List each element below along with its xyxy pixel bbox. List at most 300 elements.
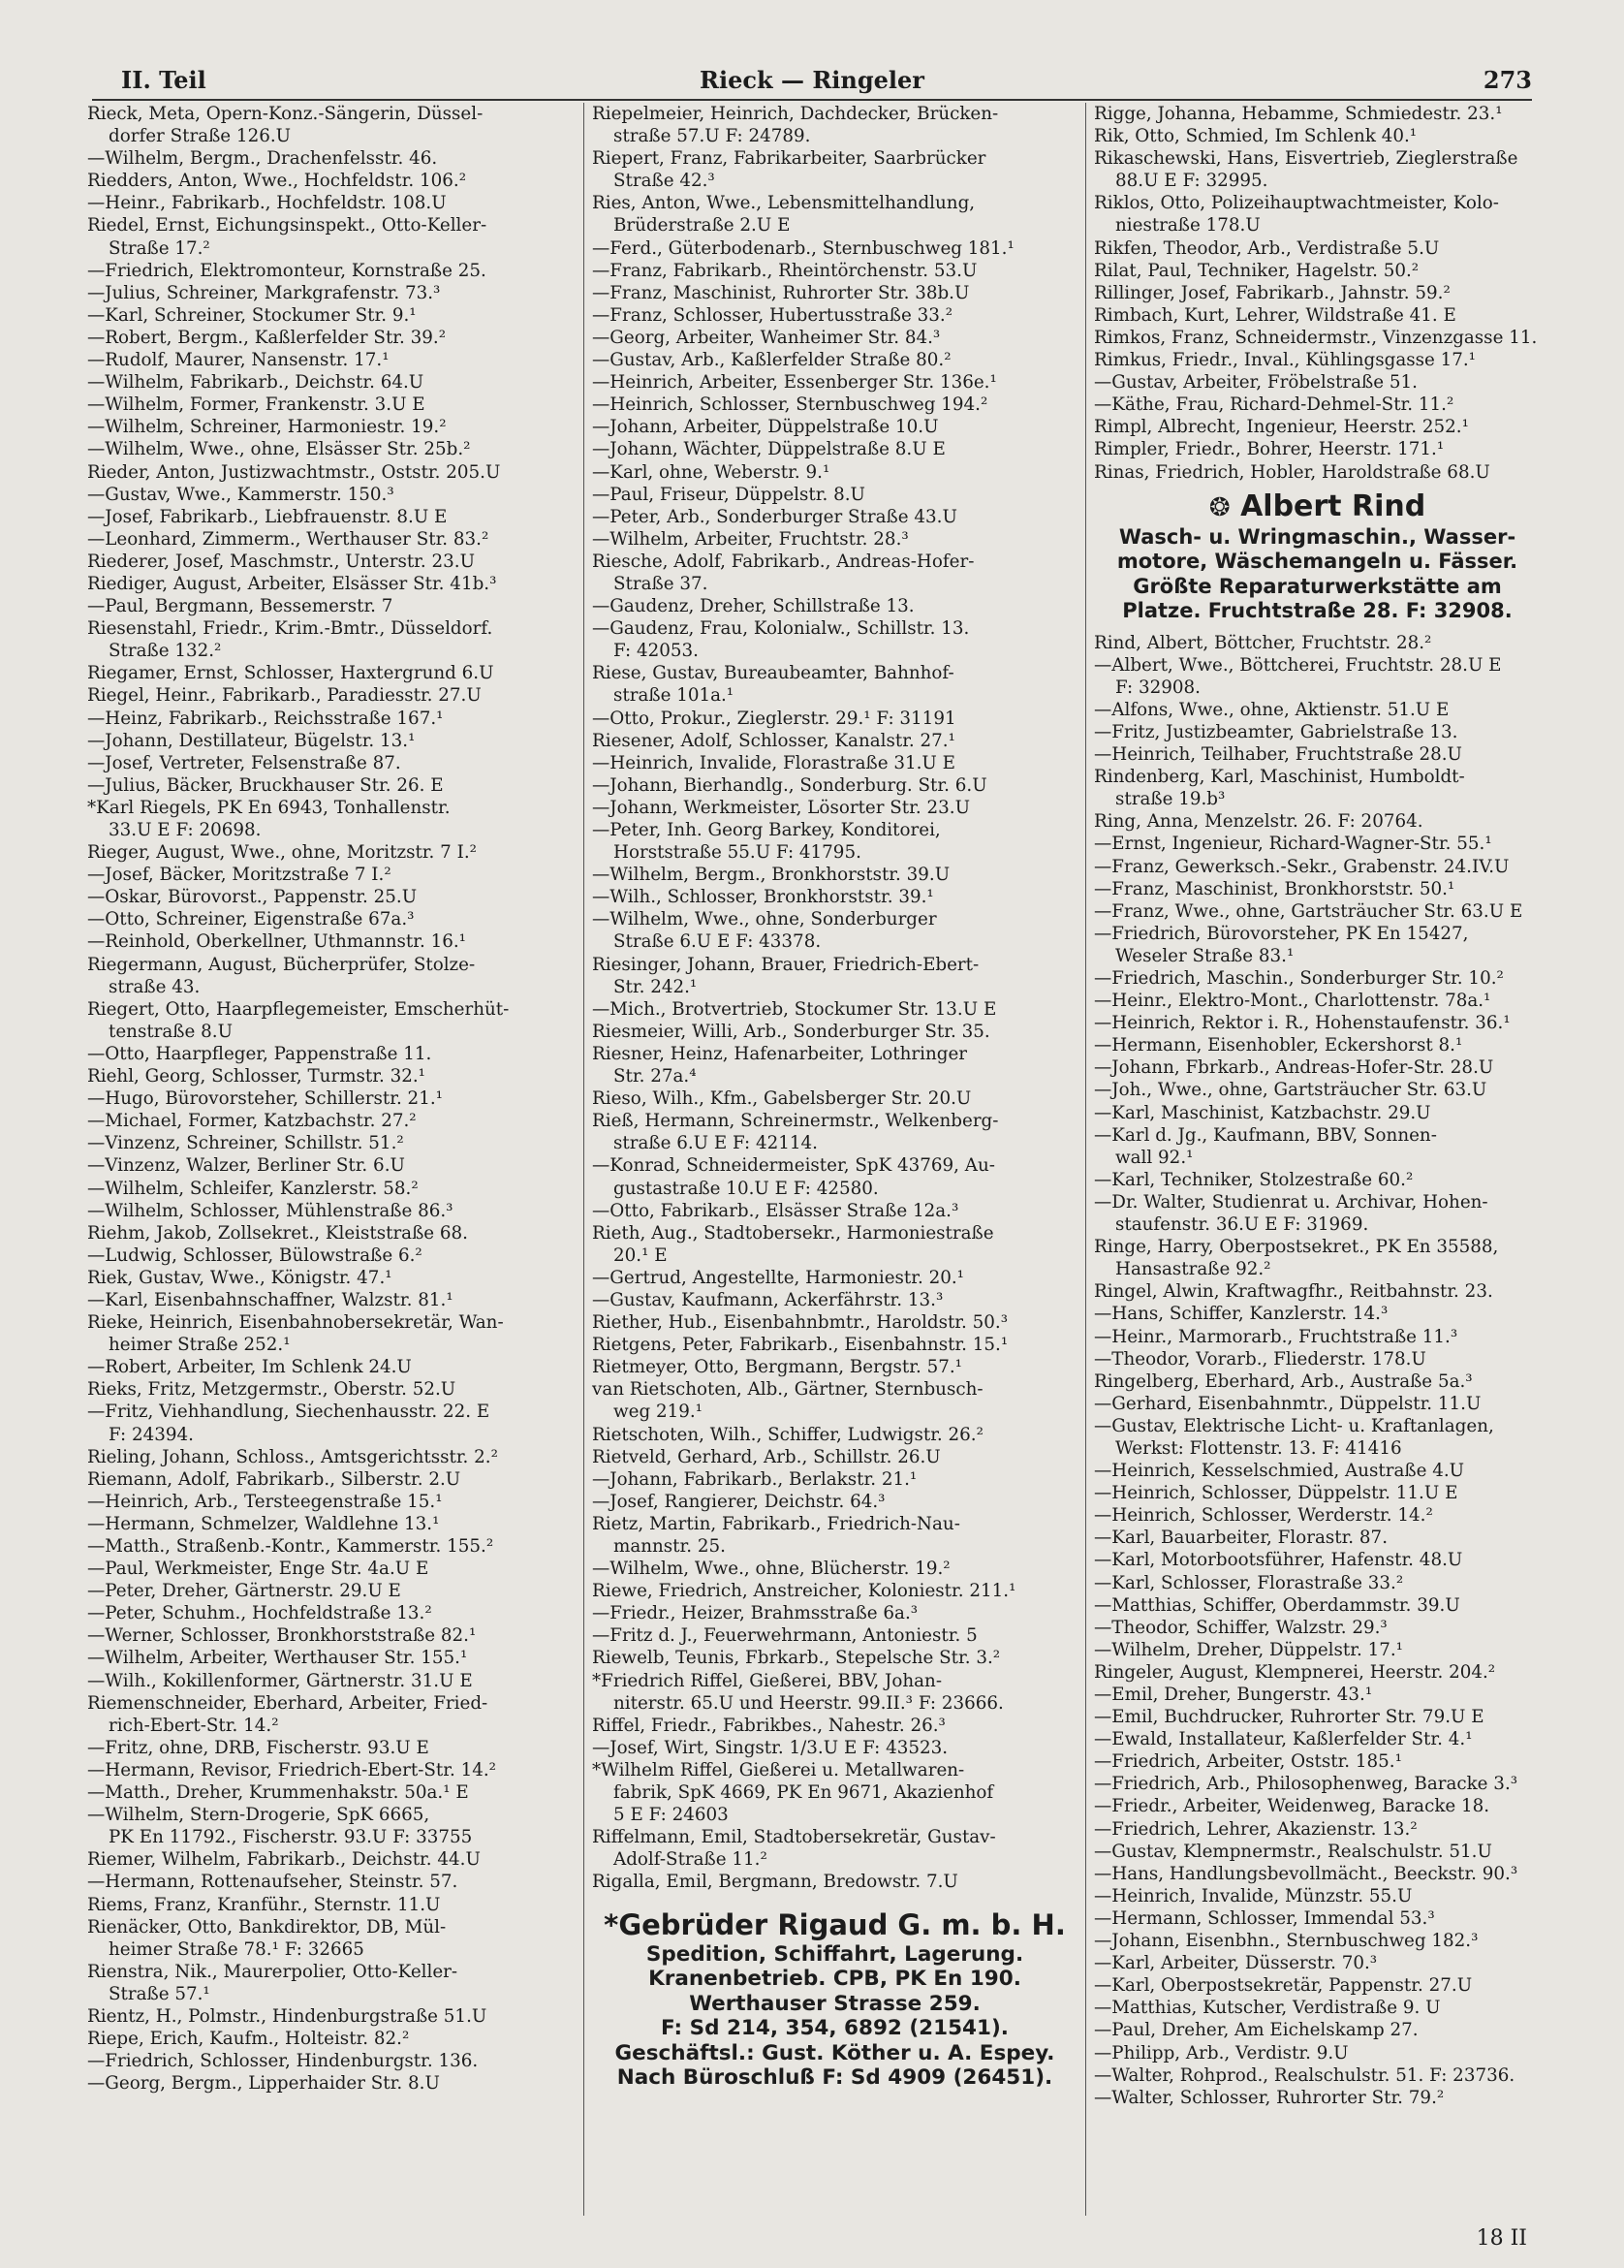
entry-continuation: straße 101a.¹	[613, 685, 734, 707]
entry-line: Riemann, Adolf, Fabrikarb., Silberstr. 2.U	[87, 1468, 461, 1490]
entry-continuation: 33.U E F: 20698.	[109, 820, 262, 840]
ad-line: Wasch- u. Wringmaschin., Wasser-	[1118, 524, 1516, 549]
entry-line: —Karl, ohne, Weberstr. 9.¹	[592, 461, 830, 483]
entry-line: —Wilhelm, Wwe., ohne, Sonderburger	[592, 909, 937, 930]
entry-continuation: Str. 242.¹	[613, 976, 698, 997]
entry-line: Rind, Albert, Böttcher, Fruchtstr. 28.²	[1094, 632, 1432, 653]
directory-entry	[1094, 1191, 1541, 1236]
directory-entry	[1094, 349, 1541, 371]
advertisement-rind	[1094, 489, 1541, 624]
directory-entry	[1094, 1617, 1541, 1639]
entry-line: Riepe, Erich, Kaufm., Holteistr. 82.²	[87, 2029, 410, 2050]
entry-line: —Otto, Haarpfleger, Pappenstraße 11.	[87, 1043, 432, 1064]
directory-entry	[1094, 1482, 1541, 1504]
directory-entry	[592, 1602, 1077, 1624]
entry-line: Riesener, Adolf, Schlosser, Kanalstr. 27.¹	[592, 730, 955, 751]
entry-continuation: tenstraße 8.U	[109, 1021, 233, 1042]
entry-line: —Hermann, Schmelzer, Waldlehne 13.¹	[87, 1513, 440, 1534]
directory-entry	[1094, 327, 1541, 349]
directory-entry	[592, 730, 1077, 752]
entry-line: —Vinzenz, Schreiner, Schillstr. 51.²	[87, 1133, 404, 1154]
directory-entry	[592, 528, 1077, 551]
directory-entry	[592, 1424, 1077, 1446]
entry-line: —Paul, Bergmann, Bessemerstr. 7	[87, 596, 393, 617]
entry-continuation: Straße 6.U E F: 43378.	[613, 931, 822, 953]
directory-entry	[87, 1894, 572, 1916]
entry-line: —Heinrich, Arbeiter, Essenberger Str. 136e.¹	[592, 372, 997, 394]
directory-entry	[87, 1759, 572, 1781]
entry-line: —Otto, Schreiner, Eigenstraße 67a.³	[87, 909, 415, 930]
entry-line: —Friedrich, Lehrer, Akazienstr. 13.²	[1094, 1818, 1418, 1840]
column-1	[87, 103, 572, 2216]
directory-entry	[592, 1871, 1077, 1893]
column-3	[1085, 103, 1541, 2216]
signature-mark: 18 II	[1476, 2226, 1527, 2251]
entry-line: —Franz, Schlosser, Hubertusstraße 33.²	[592, 304, 953, 326]
entry-line: —Heinr., Fabrikarb., Hochfeldstr. 108.U	[87, 193, 447, 214]
directory-entry	[87, 1848, 572, 1871]
directory-entry	[87, 595, 572, 617]
entry-continuation: Str. 27a.⁴	[613, 1066, 697, 1087]
entry-line: Riesmeier, Willi, Arb., Sonderburger Str. 35.	[592, 1021, 990, 1042]
directory-entry	[1094, 1863, 1541, 1885]
entry-line: —Hermann, Eisenhobler, Eckershorst 8.¹	[1094, 1035, 1463, 1056]
directory-entry	[1094, 990, 1541, 1012]
entry-line: Rienäcker, Otto, Bankdirektor, DB, Mül-	[87, 1916, 447, 1937]
entry-line: —Heinrich, Kesselschmied, Austraße 4.U	[1094, 1461, 1465, 1482]
directory-entry	[87, 2005, 572, 2028]
entry-line: Riegamer, Ernst, Schlosser, Haxtergrund 6.U	[87, 663, 494, 684]
directory-entry	[87, 2050, 572, 2072]
directory-entry	[1094, 1841, 1541, 1863]
entry-line: *Karl Riegels, PK En 6943, Tonhallenstr.	[87, 797, 451, 818]
entry-line: —Friedr., Heizer, Brahmsstraße 6a.³	[592, 1603, 919, 1624]
entry-line: Rietmeyer, Otto, Bergmann, Bergstr. 57.¹	[592, 1357, 963, 1378]
entry-line: —Josef, Wirt, Singstr. 1/3.U E F: 43523.	[592, 1737, 949, 1758]
entry-line: Riemenschneider, Eberhard, Arbeiter, Fried-	[87, 1692, 488, 1714]
entry-line: Riediger, August, Arbeiter, Elsässer Str. 41b.³	[87, 573, 497, 594]
entry-line: —Wilhelm, Arbeiter, Werthauser Str. 155.¹	[87, 1648, 468, 1669]
entry-line: —Franz, Fabrikarb., Rheintörchenstr. 53.U	[592, 260, 978, 281]
entry-line: —Heinrich, Arb., Tersteegenstraße 15.¹	[87, 1491, 443, 1512]
entry-line: Rieß, Hermann, Schreinermstr., Welkenberg-	[592, 1111, 999, 1132]
entry-line: —Wilhelm, Former, Frankenstr. 3.U E	[87, 394, 425, 416]
entry-line: —Theodor, Schiffer, Walzstr. 29.³	[1094, 1617, 1388, 1638]
directory-entry	[1094, 1997, 1541, 2019]
entry-continuation: straße 6.U E F: 42114.	[613, 1133, 818, 1154]
entry-line: Riepelmeier, Heinrich, Dachdecker, Brücken-	[592, 104, 999, 124]
entry-line: —Heinrich, Rektor i. R., Hohenstaufenstr. 36.¹	[1094, 1013, 1511, 1034]
directory-entry	[1094, 461, 1541, 484]
entry-line: —Josef, Rangierer, Deichstr. 64.³	[592, 1491, 886, 1512]
directory-entry	[1094, 1303, 1541, 1325]
directory-entry	[1094, 125, 1541, 147]
page-number: 273	[1483, 66, 1532, 94]
directory-entry	[87, 1624, 572, 1647]
directory-entry	[87, 327, 572, 349]
entry-line: —Heinr., Elektro-Mont., Charlottenstr. 78a.¹	[1094, 991, 1491, 1012]
directory-entry	[592, 1446, 1077, 1468]
directory-entry	[1094, 1460, 1541, 1482]
entry-line: —Gustav, Klempnermstr., Realschulstr. 51.U	[1094, 1841, 1492, 1862]
directory-entry	[1094, 1034, 1541, 1056]
entry-line: —Joh., Wwe., ohne, Gartsträucher Str. 63.U	[1094, 1080, 1487, 1101]
entry-continuation: Adolf-Straße 11.²	[613, 1849, 767, 1871]
directory-entry	[1094, 371, 1541, 394]
directory-entry	[87, 1401, 572, 1445]
entry-line: —Michael, Former, Katzbachstr. 27.²	[87, 1111, 417, 1132]
directory-entry	[1094, 810, 1541, 833]
directory-entry	[592, 438, 1077, 460]
entry-continuation: gustastraße 10.U E F: 42580.	[613, 1178, 879, 1199]
entry-line: —Josef, Bäcker, Moritzstraße 7 I.²	[87, 865, 391, 886]
directory-entry	[1094, 856, 1541, 878]
directory-entry	[87, 282, 572, 304]
directory-entry	[1094, 1907, 1541, 1930]
directory-entry	[1094, 1415, 1541, 1460]
entry-continuation: straße 43.	[109, 976, 201, 997]
directory-entry	[592, 1491, 1077, 1513]
directory-entry	[592, 484, 1077, 506]
directory-entry	[87, 1580, 572, 1602]
directory-entry	[592, 1513, 1077, 1558]
directory-entry	[87, 1378, 572, 1401]
entry-line: —Peter, Arb., Sonderburger Straße 43.U	[592, 506, 957, 527]
directory-entry	[1094, 192, 1541, 236]
entry-line: —Alfons, Wwe., ohne, Aktienstr. 51.U E	[1094, 699, 1450, 720]
entry-line: Riese, Gustav, Bureaubeamter, Bahnhof-	[592, 663, 954, 684]
entry-line: —Friedrich, Arb., Philosophenweg, Baracke 3.³	[1094, 1774, 1518, 1795]
entry-line: —Werner, Schlosser, Bronkhorststraße 82.¹	[87, 1625, 477, 1647]
entry-continuation: weg 219.¹	[613, 1402, 703, 1423]
directory-entry	[592, 1580, 1077, 1602]
directory-entry	[592, 1087, 1077, 1110]
entry-line: —Karl, Techniker, Stolzestraße 60.²	[1094, 1169, 1414, 1190]
directory-entry	[1094, 1504, 1541, 1527]
page-range-title: Rieck — Ringeler	[700, 66, 924, 94]
entry-line: —Franz, Wwe., ohne, Gartsträucher Str. 63.U E	[1094, 900, 1523, 922]
entry-line: —Philipp, Arb., Verdistr. 9.U	[1094, 2042, 1349, 2063]
directory-entry	[1094, 394, 1541, 416]
directory-entry	[87, 1289, 572, 1311]
entry-line: Riederer, Josef, Maschmstr., Unterstr. 23.U	[87, 551, 476, 572]
ad-line: Spedition, Schiffahrt, Lagerung.	[645, 1941, 1024, 1967]
directory-entry	[87, 1513, 572, 1535]
entry-continuation: Straße 132.²	[109, 641, 222, 662]
directory-entry	[87, 416, 572, 438]
entry-continuation: staufenstr. 36.U E F: 31969.	[1115, 1214, 1369, 1236]
directory-entry	[1094, 1102, 1541, 1124]
directory-entry	[87, 841, 572, 864]
directory-entry	[87, 304, 572, 327]
entry-line: —Friedrich, Maschin., Sonderburger Str. 10.²	[1094, 968, 1504, 989]
entry-line: Ring, Anna, Menzelstr. 26. F: 20764.	[1094, 811, 1423, 833]
directory-entry	[592, 954, 1077, 998]
entry-line: —Karl, Bauarbeiter, Florastr. 87.	[1094, 1528, 1389, 1549]
directory-entry	[1094, 1572, 1541, 1594]
entry-line: Ringeler, August, Klempnerei, Heerstr. 204.²	[1094, 1661, 1496, 1683]
directory-entry	[87, 349, 572, 371]
entry-line: Rimkus, Friedr., Inval., Kühlingsgasse 17.¹	[1094, 350, 1477, 371]
entry-line: —Karl, Oberpostsekretär, Pappenstr. 27.U	[1094, 1975, 1473, 1997]
entry-line: —Peter, Inh. Georg Barkey, Konditorei,	[592, 820, 941, 840]
directory-entry	[87, 394, 572, 416]
directory-entry	[87, 1065, 572, 1087]
entry-line: —Wilhelm, Schlosser, Mühlenstraße 86.³	[87, 1200, 453, 1221]
directory-entry	[592, 864, 1077, 886]
directory-entry	[87, 1692, 572, 1737]
directory-entry	[87, 103, 572, 147]
directory-entry	[592, 662, 1077, 707]
entry-line: —Fritz, ohne, DRB, Fischerstr. 93.U E	[87, 1737, 429, 1758]
entry-line: —Otto, Fabrikarb., Elsässer Straße 12a.³	[592, 1200, 959, 1221]
entry-continuation: dorfer Straße 126.U	[109, 126, 292, 147]
directory-entry	[87, 998, 572, 1043]
ad-line: Kranenbetrieb. CPB, PK En 190.	[648, 1967, 1021, 1991]
entry-line: *Wilhelm Riffel, Gießerei u. Metallwaren-	[592, 1759, 965, 1780]
directory-entry	[592, 908, 1077, 953]
entry-line: Riemer, Wilhelm, Fabrikarb., Deichstr. 44.U	[87, 1849, 481, 1871]
directory-entry	[87, 954, 572, 998]
entry-line: Riegermann, August, Bücherprüfer, Stolze-	[87, 954, 476, 975]
entry-line: —Heinrich, Schlosser, Düppelstr. 11.U E	[1094, 1483, 1458, 1504]
entry-continuation: wall 92.¹	[1115, 1147, 1194, 1168]
directory-entry	[87, 192, 572, 214]
directory-entry	[1094, 1236, 1541, 1280]
directory-entry	[87, 730, 572, 752]
directory-entry	[1094, 923, 1541, 967]
directory-entry	[592, 1110, 1077, 1154]
entry-line: Rindenberg, Karl, Maschinist, Humboldt-	[1094, 767, 1465, 788]
entry-line: —Vinzenz, Walzer, Berliner Str. 6.U	[87, 1155, 405, 1177]
entry-line: —Fritz, Justizbeamter, Gabrielstraße 13.	[1094, 721, 1458, 742]
entry-line: —Hans, Handlungsbevollmächt., Beeckstr. 90.³	[1094, 1863, 1518, 1884]
entry-continuation: Straße 42.³	[613, 171, 715, 192]
entry-line: —Otto, Prokur., Zieglerstr. 29.¹ F: 31191	[592, 708, 956, 729]
directory-entry	[1094, 103, 1541, 125]
directory-entry	[592, 394, 1077, 416]
entry-line: —Rudolf, Maurer, Nansenstr. 17.¹	[87, 350, 390, 371]
directory-entry	[87, 1737, 572, 1759]
ad-rigaud-name: *Gebrüder Rigaud G. m. b. H.	[604, 1907, 1066, 1941]
entry-line: —Friedrich, Schlosser, Hindenburgstr. 136.	[87, 2051, 479, 2072]
entry-line: —Ernst, Ingenieur, Richard-Wagner-Str. 55.¹	[1094, 834, 1492, 855]
directory-entry	[1094, 1393, 1541, 1415]
entry-line: Rilat, Paul, Techniker, Hagelstr. 50.²	[1094, 260, 1420, 281]
directory-entry	[87, 1356, 572, 1378]
entry-line: —Heinrich, Schlosser, Sternbuschweg 194.²	[592, 394, 988, 416]
directory-entry	[1094, 632, 1541, 654]
entry-line: —Fritz d. J., Feuerwehrmann, Antoniestr. 5	[592, 1625, 978, 1647]
entry-line: —Wilhelm, Schleifer, Kanzlerstr. 58.²	[87, 1178, 419, 1199]
entry-line: —Oskar, Bürovorst., Pappenstr. 25.U	[87, 887, 418, 908]
entry-line: —Karl, Eisenbahnschaffner, Walzstr. 81.¹	[87, 1289, 453, 1310]
entry-line: —Johann, Eisenbhn., Sternbuschweg 182.³	[1094, 1931, 1479, 1952]
directory-entry	[1094, 1728, 1541, 1750]
entry-line: —Gustav, Arb., Kaßlerfelder Straße 80.²	[592, 350, 952, 371]
entry-line: —Hermann, Revisor, Friedrich-Ebert-Str. 14.²	[87, 1759, 497, 1780]
directory-entry	[592, 1558, 1077, 1580]
directory-entry	[1094, 237, 1541, 260]
entry-line: Rientz, H., Polmstr., Hindenburgstraße 51.U	[87, 2005, 487, 2027]
entry-line: —Gertrud, Angestellte, Harmoniestr. 20.¹	[592, 1267, 964, 1288]
entry-line: —Paul, Friseur, Düppelstr. 8.U	[592, 484, 865, 505]
entry-line: Ries, Anton, Wwe., Lebensmittelhandlung,	[592, 193, 976, 214]
entry-line: Ringel, Alwin, Kraftwagfhr., Reitbahnstr. 23.	[1094, 1281, 1493, 1303]
entry-line: Riehl, Georg, Schlosser, Turmstr. 32.¹	[87, 1066, 426, 1087]
directory-entry	[1094, 1795, 1541, 1817]
directory-entry	[592, 1468, 1077, 1491]
directory-entry	[1094, 699, 1541, 721]
entry-line: —Wilhelm, Dreher, Düppelstr. 17.¹	[1094, 1639, 1403, 1660]
entry-line: Riedel, Ernst, Eichungsinspekt., Otto-Keller-	[87, 215, 487, 236]
entry-line: —Friedr., Arbeiter, Weidenweg, Baracke 18.	[1094, 1796, 1490, 1817]
directory-entry	[87, 1916, 572, 1961]
entry-line: —Ewald, Installateur, Kaßlerfelder Str. 4.¹	[1094, 1729, 1473, 1750]
directory-entry	[87, 684, 572, 707]
entry-line: —Hugo, Bürovorsteher, Schillerstr. 21.¹	[87, 1088, 443, 1110]
directory-entry	[87, 617, 572, 662]
entry-continuation: Hansastraße 92.²	[1115, 1259, 1271, 1280]
directory-entry	[87, 1110, 572, 1132]
entry-line: —Josef, Fabrikarb., Liebfrauenstr. 8.U E	[87, 506, 448, 527]
entry-line: —Karl, Schreiner, Stockumer Str. 9.¹	[87, 304, 417, 326]
ad-line: F: Sd 214, 354, 6892 (21541).	[661, 2016, 1009, 2040]
entry-line: Rieling, Johann, Schloss., Amtsgerichtsstr. 2.²	[87, 1446, 498, 1467]
entry-line: Rigalla, Emil, Bergmann, Bredowstr. 7.U	[592, 1872, 958, 1893]
directory-entry	[87, 438, 572, 460]
directory-entry	[592, 1826, 1077, 1871]
directory-entry	[1094, 1549, 1541, 1571]
directory-entry	[1094, 1012, 1541, 1034]
directory-entry	[87, 1244, 572, 1267]
column-2	[583, 103, 1077, 2216]
directory-entry	[1094, 654, 1541, 699]
entry-line: —Georg, Bergm., Lipperhaider Str. 8.U	[87, 2073, 440, 2095]
entry-continuation: 5 E F: 24603	[613, 1805, 729, 1826]
directory-entry	[592, 708, 1077, 730]
directory-entry	[592, 192, 1077, 236]
entry-line: —Karl d. Jg., Kaufmann, BBV, Sonnen-	[1094, 1124, 1437, 1146]
directory-entry	[592, 819, 1077, 864]
directory-entry	[87, 214, 572, 259]
entry-line: —Heinrich, Invalide, Florastraße 31.U E	[592, 752, 955, 773]
entry-line: —Johann, Destillateur, Bügelstr. 13.¹	[87, 730, 416, 751]
entry-continuation: F: 42053.	[613, 641, 699, 662]
directory-entry	[87, 1043, 572, 1065]
entry-line: Rinas, Friedrich, Hobler, Haroldstraße 68.U	[1094, 461, 1490, 483]
entry-continuation: F: 32908.	[1115, 677, 1201, 698]
ad-line: Platze. Fruchtstraße 28. F: 32908.	[1122, 599, 1513, 623]
directory-entry	[1094, 766, 1541, 810]
directory-entry	[87, 864, 572, 886]
directory-entry	[592, 327, 1077, 349]
entry-line: Riedders, Anton, Wwe., Hochfeldstr. 106.²	[87, 171, 467, 192]
entry-line: Rimpl, Albrecht, Ingenieur, Heerstr. 252.¹	[1094, 417, 1469, 438]
entry-line: —Matth., Straßenb.-Kontr., Kammerstr. 155.²	[87, 1536, 494, 1557]
entry-continuation: rich-Ebert-Str. 14.²	[109, 1715, 279, 1736]
entry-line: —Fritz, Viehhandlung, Siechenhausstr. 22. E	[87, 1402, 490, 1423]
entry-line: —Gustav, Arbeiter, Fröbelstraße 51.	[1094, 372, 1418, 394]
directory-entry	[87, 260, 572, 282]
directory-entry	[87, 774, 572, 797]
entry-line: —Peter, Dreher, Gärtnerstr. 29.U E	[87, 1581, 401, 1602]
directory-entry	[87, 461, 572, 484]
entry-line: —Franz, Maschinist, Ruhrorter Str. 38b.U	[592, 282, 970, 303]
entry-line: —Reinhold, Oberkellner, Uthmannstr. 16.¹	[87, 931, 467, 953]
entry-line: —Heinr., Marmorarb., Fruchtstraße 11.³	[1094, 1326, 1458, 1347]
directory-entry	[87, 147, 572, 170]
directory-entry	[592, 1154, 1077, 1199]
directory-entry	[592, 237, 1077, 260]
directory-entry	[87, 573, 572, 595]
entry-line: —Theodor, Vorarb., Fliederstr. 178.U	[1094, 1348, 1426, 1370]
entry-continuation: Straße 17.²	[109, 237, 210, 259]
directory-entry	[592, 886, 1077, 908]
entry-continuation: Straße 57.¹	[109, 1983, 210, 2004]
entry-line: Rietveld, Gerhard, Arb., Schillstr. 26.U	[592, 1446, 941, 1467]
entry-line: —Gustav, Wwe., Kammerstr. 150.³	[87, 484, 394, 505]
directory-entry	[87, 1222, 572, 1244]
directory-entry	[1094, 900, 1541, 923]
entry-line: Rieth, Aug., Stadtobersekr., Harmoniestraße	[592, 1222, 994, 1244]
directory-entry	[592, 1334, 1077, 1356]
entry-line: —Emil, Buchdrucker, Ruhrorter Str. 79.U E	[1094, 1707, 1484, 1728]
directory-entry	[1094, 2019, 1541, 2041]
entry-line: —Friedrich, Elektromonteur, Kornstraße 25.	[87, 260, 486, 281]
directory-entry	[592, 617, 1077, 662]
entry-line: —Julius, Schreiner, Markgrafenstr. 73.³	[87, 282, 441, 303]
directory-entry	[87, 708, 572, 730]
directory-entry	[87, 1132, 572, 1154]
directory-entry	[592, 416, 1077, 438]
entry-line: —Johann, Arbeiter, Düppelstraße 10.U	[592, 417, 939, 438]
directory-entry	[592, 260, 1077, 282]
directory-entry	[592, 461, 1077, 484]
directory-entry	[1094, 2042, 1541, 2064]
entry-line: —Johann, Fabrikarb., Berlakstr. 21.¹	[592, 1468, 918, 1490]
entry-continuation: 88.U E F: 32995.	[1115, 171, 1268, 192]
entry-line: —Ferd., Güterbodenarb., Sternbuschweg 181.¹	[592, 237, 1015, 259]
entry-line: —Wilhelm, Schreiner, Harmoniestr. 19.²	[87, 417, 447, 438]
entry-line: —Julius, Bäcker, Bruckhauser Str. 26. E	[87, 774, 444, 796]
entry-line: —Paul, Werkmeister, Enge Str. 4a.U E	[87, 1559, 429, 1580]
ad-rind-body	[1094, 525, 1541, 624]
ad-rigaud-body	[592, 1942, 1077, 2091]
entry-line: —Käthe, Frau, Richard-Dehmel-Str. 11.²	[1094, 394, 1454, 416]
entry-line: Rieks, Fritz, Metzgermstr., Oberstr. 52.U	[87, 1379, 456, 1401]
entry-line: —Gaudenz, Frau, Kolonialw., Schillstr. 13.	[592, 618, 970, 640]
entry-continuation: heimer Straße 78.¹ F: 32665	[109, 1938, 364, 1960]
directory-entry	[1094, 1326, 1541, 1348]
directory-entry	[1094, 1952, 1541, 1974]
entry-line: Riklos, Otto, Polizeihauptwachtmeister, Kolo-	[1094, 193, 1499, 214]
entry-line: Rimpler, Friedr., Bohrer, Heerstr. 171.¹	[1094, 439, 1445, 460]
directory-entry	[87, 662, 572, 684]
advertisement-rigaud	[592, 1907, 1077, 2091]
directory-entry	[1094, 1124, 1541, 1169]
entry-line: Riffelmann, Emil, Stadtobersekretär, Gustav-	[592, 1827, 996, 1848]
entry-line: Rimkos, Franz, Schneidermstr., Vinzenzgasse 11.	[1094, 327, 1538, 348]
directory-entry	[87, 506, 572, 528]
entry-continuation: Weseler Straße 83.¹	[1115, 945, 1295, 966]
entry-line: Riesner, Heinz, Hafenarbeiter, Lothringer	[592, 1043, 968, 1064]
entry-line: Riesinger, Johann, Brauer, Friedrich-Ebert-	[592, 954, 980, 975]
directory-entry	[1094, 1661, 1541, 1684]
directory-entry	[1094, 304, 1541, 327]
entry-line: —Ludwig, Schlosser, Bülowstraße 6.²	[87, 1244, 422, 1266]
entry-continuation: Horststraße 55.U F: 41795.	[613, 842, 861, 864]
